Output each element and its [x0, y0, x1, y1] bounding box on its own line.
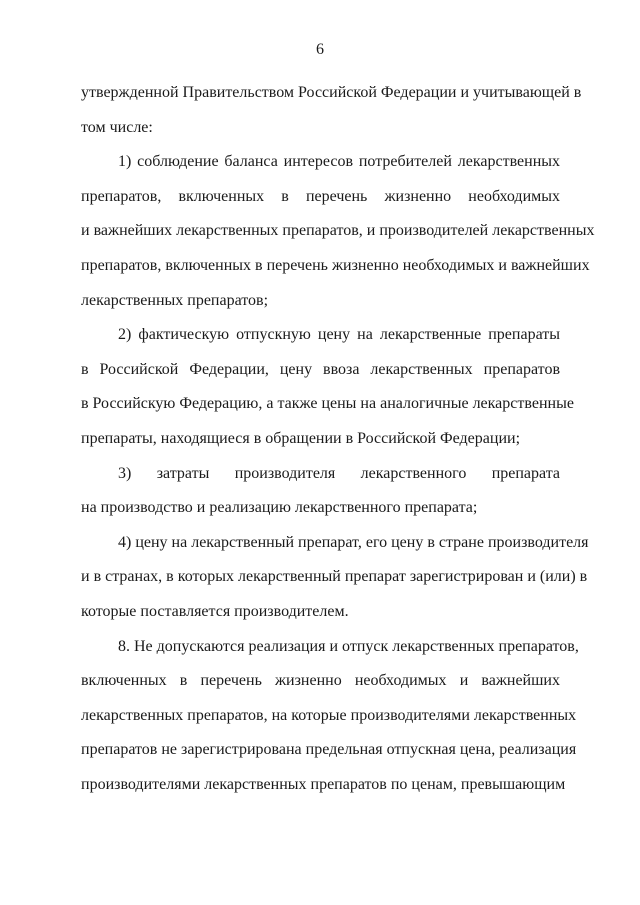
text-line: на производство и реализацию лекарственного препарата; [81, 499, 478, 517]
text-line: лекарственных препаратов; [81, 291, 269, 309]
text-line: которые поставляется производителем. [81, 602, 349, 620]
text-line: 4) цену на лекарственный препарат, его цену в стране производителя [118, 533, 589, 551]
text-line: лекарственных препаратов, на которые производителями лекарственных [81, 706, 577, 724]
text-line: 3) затраты производителя лекарственного препарата [118, 464, 560, 482]
text-line: 1) соблюдение баланса интересов потребителей лекарственных [118, 153, 560, 171]
text-line: производителями лекарственных препаратов по ценам, превышающим [81, 775, 566, 793]
text-line: и в странах, в которых лекарственный препарат зарегистрирован и (или) в [81, 568, 588, 586]
page-number: 6 [316, 41, 324, 58]
text-line: в Российскую Федерацию, а также цены на аналогичные лекарственные [81, 395, 574, 413]
text-line: том числе: [81, 118, 153, 136]
text-line: в Российской Федерации, цену ввоза лекарственных препаратов [81, 360, 560, 378]
text-line: 2) фактическую отпускную цену на лекарственные препараты [118, 326, 560, 344]
text-line: 8. Не допускаются реализация и отпуск лекарственных препаратов, [118, 637, 579, 655]
text-line: препараты, находящиеся в обращении в Российской Федерации; [81, 429, 521, 447]
text-line: включенных в перечень жизненно необходимых и важнейших [81, 672, 560, 690]
text-line: препаратов не зарегистрирована предельная отпускная цена, реализация [81, 741, 577, 759]
text-line: утвержденной Правительством Российской Федерации и учитывающей в [81, 84, 582, 101]
text-line: и важнейших лекарственных препаратов, и производителей лекарственных [81, 222, 595, 240]
text-line: препаратов, включенных в перечень жизненно необходимых [81, 187, 560, 205]
document-body [81, 76, 595, 802]
text-line: препаратов, включенных в перечень жизненно необходимых и важнейших [81, 256, 590, 274]
